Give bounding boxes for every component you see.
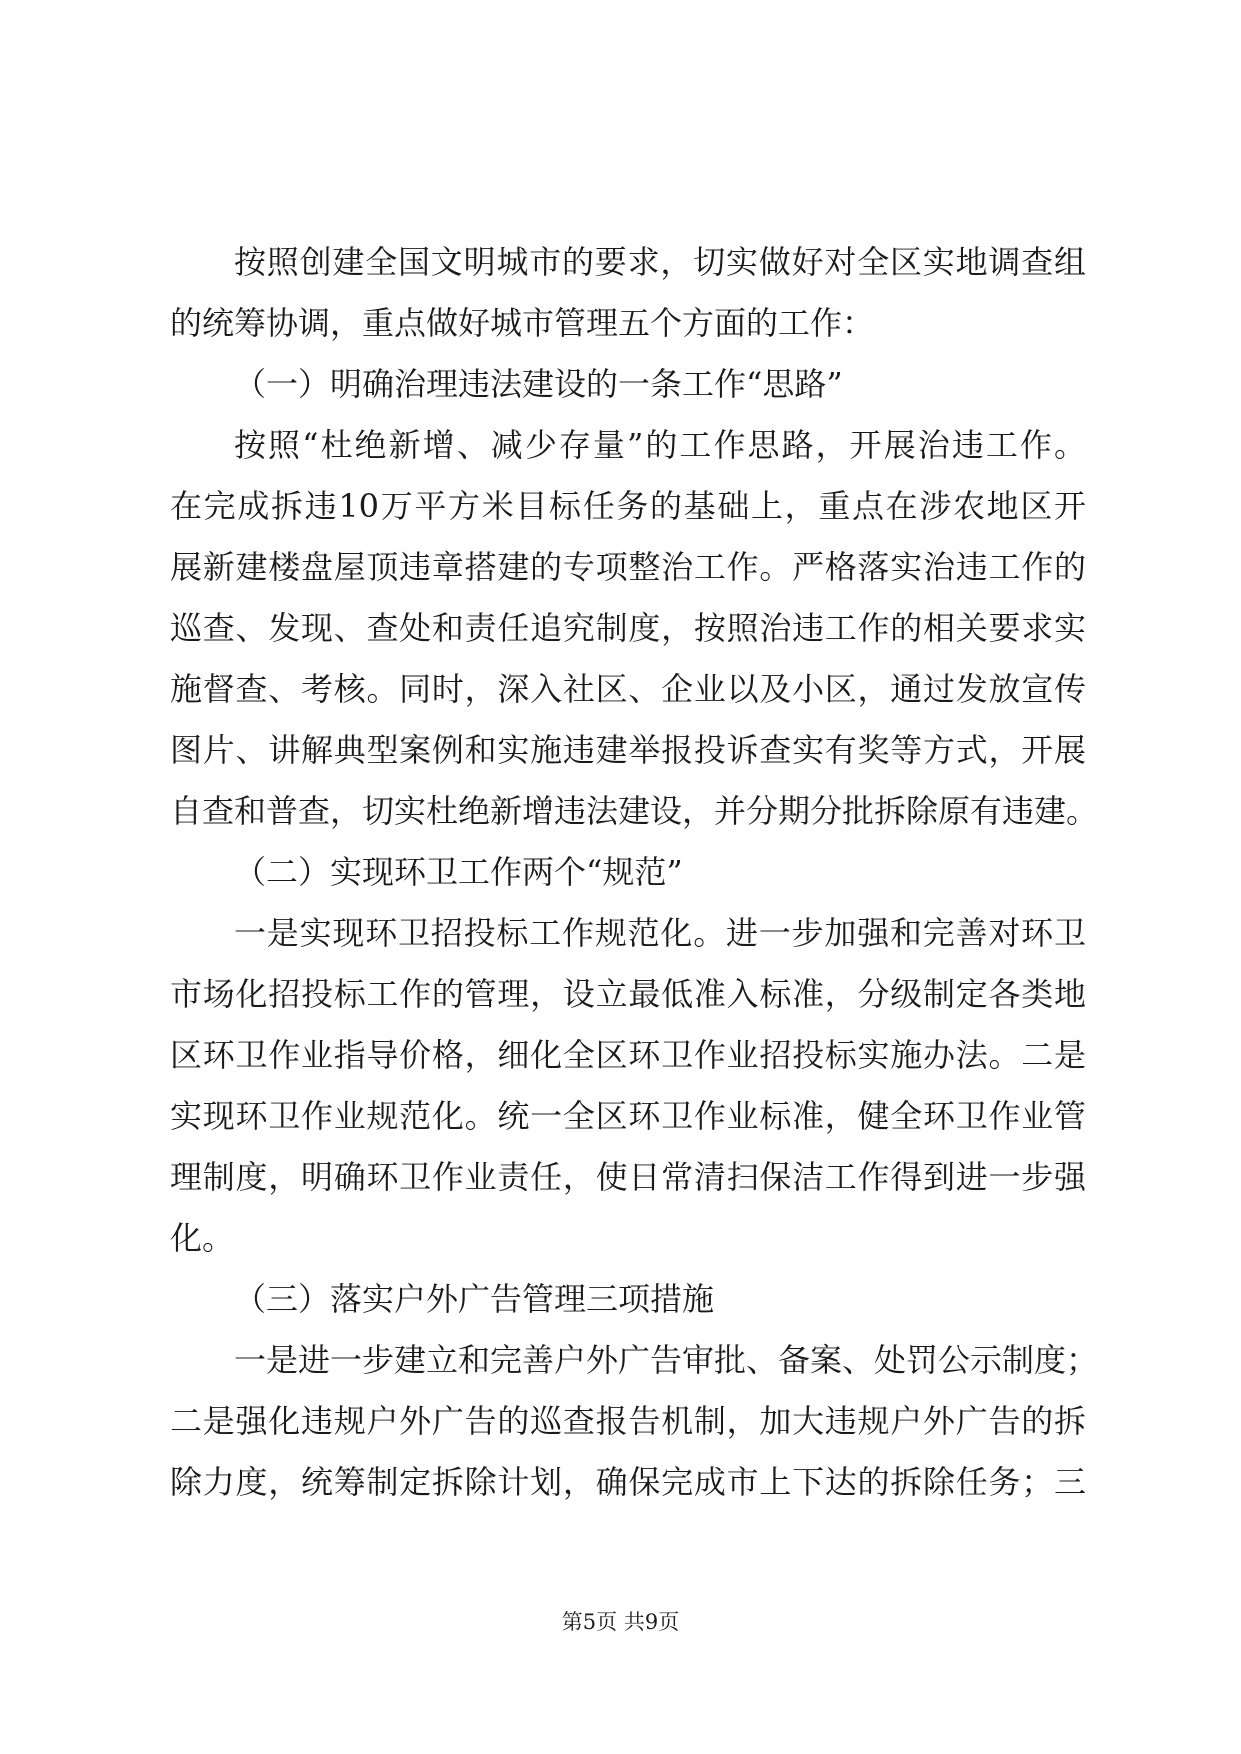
paragraph-line: 一是实现环卫招投标工作规范化。进一步加强和完善对环卫 <box>234 914 1086 952</box>
document-body <box>170 232 1099 1513</box>
paragraph-line: 实现环卫作业规范化。统一全区环卫作业标准，健全环卫作业管 <box>170 1097 1086 1135</box>
paragraph-line: 除力度，统筹制定拆除计划，确保完成市上下达的拆除任务；三 <box>170 1463 1086 1501</box>
heading-line: （三）落实户外广告管理三项措施 <box>234 1280 715 1318</box>
section-heading <box>170 842 1086 903</box>
body-paragraph <box>170 232 1086 354</box>
paragraph-line: 理制度，明确环卫作业责任，使日常清扫保洁工作得到进一步强 <box>170 1158 1086 1196</box>
paragraph-line: 自查和普查，切实杜绝新增违法建设，并分期分批拆除原有违建。 <box>170 792 1099 830</box>
section-heading <box>170 354 1086 415</box>
paragraph-line: 化。 <box>170 1219 235 1257</box>
paragraph-line: 按照“杜绝新增、减少存量”的工作思路，开展治违工作。 <box>234 426 1086 464</box>
paragraph-line: 的统筹协调，重点做好城市管理五个方面的工作： <box>170 304 875 342</box>
body-paragraph <box>170 415 1099 842</box>
paragraph-line: 一是进一步建立和完善户外广告审批、备案、处罚公示制度； <box>234 1341 1099 1379</box>
page-footer: 第5页 共9页 <box>561 1610 680 1634</box>
heading-line: （一）明确治理违法建设的一条工作“思路” <box>234 365 843 403</box>
paragraph-line: 巡查、发现、查处和责任追究制度，按照治违工作的相关要求实 <box>170 609 1086 647</box>
paragraph-line: 区环卫作业指导价格，细化全区环卫作业招投标实施办法。二是 <box>170 1036 1086 1074</box>
paragraph-line: 按照创建全国文明城市的要求，切实做好对全区实地调查组 <box>234 243 1086 281</box>
section-heading <box>170 1269 1086 1330</box>
paragraph-line: 展新建楼盘屋顶违章搭建的专项整治工作。严格落实治违工作的 <box>170 548 1086 586</box>
paragraph-line: 市场化招投标工作的管理，设立最低准入标准，分级制定各类地 <box>170 975 1086 1013</box>
body-paragraph <box>170 1330 1099 1513</box>
paragraph-line: 施督查、考核。同时，深入社区、企业以及小区，通过发放宣传 <box>170 670 1086 708</box>
paragraph-line: 在完成拆违10万平方米目标任务的基础上，重点在涉农地区开 <box>170 487 1086 525</box>
paragraph-line: 图片、讲解典型案例和实施违建举报投诉查实有奖等方式，开展 <box>170 731 1086 769</box>
paragraph-line: 二是强化违规户外广告的巡查报告机制，加大违规户外广告的拆 <box>170 1402 1086 1440</box>
body-paragraph <box>170 903 1086 1269</box>
heading-line: （二）实现环卫工作两个“规范” <box>234 853 683 891</box>
